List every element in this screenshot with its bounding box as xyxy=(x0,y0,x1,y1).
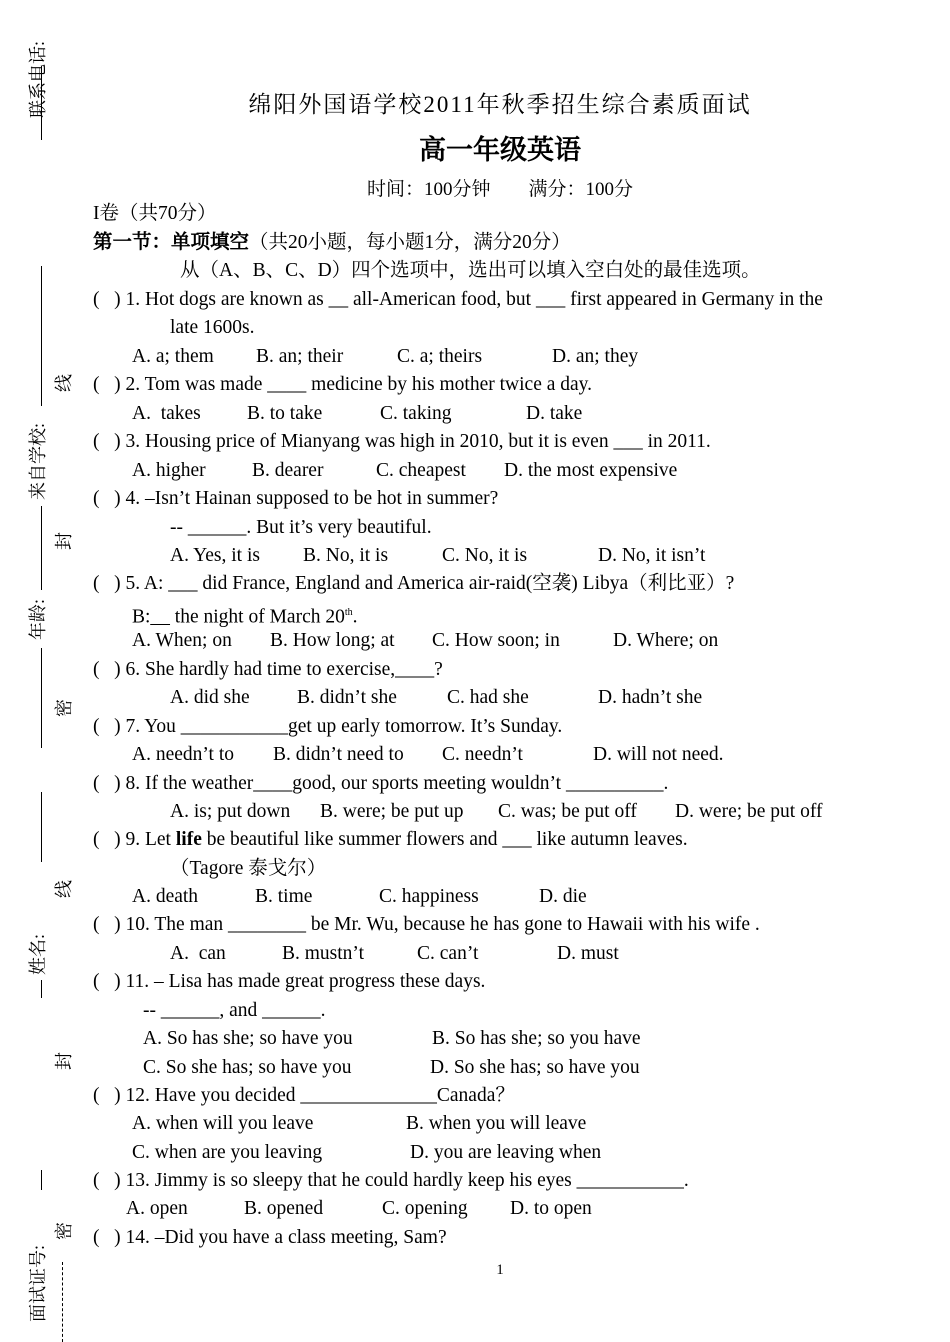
option: D. No, it isn’t xyxy=(598,545,706,566)
option: B. How long; at xyxy=(270,630,395,651)
option: C. cheapest xyxy=(376,460,466,481)
question-line: ( ) 14. –Did you have a class meeting, Sam? xyxy=(93,1227,447,1248)
option: D. hadn’t she xyxy=(598,687,703,708)
bold-word: life xyxy=(175,829,202,850)
school-label: 来自学校: xyxy=(28,422,48,500)
question-line: ( ) 3. Housing price of Mianyang was high in 2010, but it is even ___ in 2011. xyxy=(93,431,711,452)
option: A. when will you leave xyxy=(132,1113,314,1134)
margin-rule xyxy=(41,506,42,590)
option: A. So has she; so have you xyxy=(143,1028,353,1049)
option: C. How soon; in xyxy=(432,630,560,651)
question-end: be beautiful like summer flowers and ___ like autumn leaves. xyxy=(201,829,688,850)
option: A. a; them xyxy=(132,346,214,367)
part-heading xyxy=(93,231,571,255)
answer-stem: B:__ the night of March 20 xyxy=(132,606,345,628)
seal-mark: 线 xyxy=(54,374,74,392)
seal-mark: 封 xyxy=(54,532,74,550)
option: C. happiness xyxy=(379,886,479,907)
option: A. open xyxy=(126,1198,188,1219)
option: B. So has she; so you have xyxy=(432,1028,641,1049)
option: C. can’t xyxy=(417,943,479,964)
margin-rule xyxy=(41,1170,42,1190)
option: D. So she has; so have you xyxy=(430,1057,640,1078)
option: B. dearer xyxy=(252,460,324,481)
option: A. needn’t to xyxy=(132,744,234,765)
option: B. to take xyxy=(247,403,323,424)
exam-time-score: 时间：100分钟 满分：100分 xyxy=(366,179,633,200)
option: D. die xyxy=(539,886,587,907)
option: C. taking xyxy=(380,403,452,424)
age-label: 年龄: xyxy=(28,598,48,640)
option: A. Yes, it is xyxy=(170,545,260,566)
volume-heading: I卷（共70分） xyxy=(93,203,217,224)
option: C. had she xyxy=(447,687,529,708)
margin-rule xyxy=(41,980,42,998)
option: B. an; their xyxy=(256,346,344,367)
option: A. death xyxy=(132,886,199,907)
question-line: late 1600s. xyxy=(170,317,255,338)
answer-stem-end: . xyxy=(352,606,358,628)
option: D. the most expensive xyxy=(504,460,678,481)
option: D. were; be put off xyxy=(675,801,823,822)
option: A. can xyxy=(170,943,226,964)
option: B. when you will leave xyxy=(406,1113,587,1134)
option: D. you are leaving when xyxy=(410,1142,602,1163)
question-line: ( ) 11. – Lisa has made great progress these days. xyxy=(93,971,486,992)
question-line: ( ) 2. Tom was made ____ medicine by his mother twice a day. xyxy=(93,374,593,395)
question-line: -- ______, and ______. xyxy=(143,1000,326,1021)
option: A. higher xyxy=(132,460,206,481)
option: D. Where; on xyxy=(613,630,719,651)
part-label: 第一节：单项填空 xyxy=(93,232,250,253)
name-label: 姓名: xyxy=(28,933,48,975)
margin-rule xyxy=(41,792,42,862)
option: C. So she has; so have you xyxy=(143,1057,352,1078)
option: D. an; they xyxy=(552,346,639,367)
option: B. No, it is xyxy=(303,545,389,566)
option: B. were; be put up xyxy=(320,801,464,822)
option: B. time xyxy=(255,886,313,907)
exam-subtitle: 高一年级英语 xyxy=(419,135,581,165)
superscript: th xyxy=(344,607,353,618)
question-line: ( ) 6. She hardly had time to exercise,____? xyxy=(93,659,443,680)
seal-mark: 密 xyxy=(54,1222,74,1240)
option: A. did she xyxy=(170,687,250,708)
option: D. to open xyxy=(510,1198,592,1219)
margin-rule xyxy=(41,266,42,406)
option: B. didn’t she xyxy=(297,687,397,708)
question-line: ( ) 10. The man ________ be Mr. Wu, because he has gone to Hawaii with his wife . xyxy=(93,914,760,935)
page-number: 1 xyxy=(496,1262,504,1278)
exam-id-label: 面试证号: xyxy=(28,1244,48,1322)
option: A. takes xyxy=(132,403,201,424)
option: B. didn’t need to xyxy=(273,744,404,765)
question-line: ( ) 8. If the weather____good, our sports meeting wouldn’t __________. xyxy=(93,773,669,794)
option: C. when are you leaving xyxy=(132,1142,323,1163)
question-line: ( ) 7. You ___________get up early tomorrow. It’s Sunday. xyxy=(93,716,563,737)
option: C. needn’t xyxy=(442,744,523,765)
option: C. opening xyxy=(382,1198,468,1219)
question-line: （Tagore 泰戈尔） xyxy=(170,858,327,879)
option: C. No, it is xyxy=(442,545,528,566)
exam-title: 绵阳外国语学校2011年秋季招生综合素质面试 xyxy=(248,92,752,117)
margin-rule xyxy=(41,648,42,748)
part-note: （共20小题，每小题1分，满分20分） xyxy=(249,232,571,253)
question-line: ( ) 13. Jimmy is so sleepy that he could hardly keep his eyes ___________. xyxy=(93,1170,689,1191)
option: B. mustn’t xyxy=(282,943,364,964)
question-line: ( ) 5. A: ___ did France, England and America air-raid(空袭) Libya（利比亚）? xyxy=(93,573,735,594)
seal-mark: 密 xyxy=(54,699,74,717)
question-line xyxy=(93,828,688,852)
contact-phone-label: 联系电话: xyxy=(28,40,48,118)
question-line: ( ) 12. Have you decided ______________Canada？ xyxy=(93,1085,515,1106)
question-start: ( ) 9. Let xyxy=(93,829,176,850)
option: B. opened xyxy=(244,1198,324,1219)
option: A. When; on xyxy=(132,630,232,651)
option: C. a; theirs xyxy=(397,346,483,367)
seal-mark: 封 xyxy=(54,1052,74,1070)
question-line: -- ______. But it’s very beautiful. xyxy=(170,517,432,538)
question-line xyxy=(132,601,358,630)
option: D. will not need. xyxy=(593,744,724,765)
seal-mark: 线 xyxy=(54,880,74,898)
option: D. must xyxy=(557,943,619,964)
option: D. take xyxy=(526,403,583,424)
instruction: 从（A、B、C、D）四个选项中，选出可以填入空白处的最佳选项。 xyxy=(180,260,761,281)
question-line: ( ) 4. –Isn’t Hainan supposed to be hot in summer? xyxy=(93,488,499,509)
option: A. is; put down xyxy=(170,801,291,822)
option: C. was; be put off xyxy=(498,801,637,822)
question-line: ( ) 1. Hot dogs are known as __ all-American food, but ___ first appeared in Germany in the xyxy=(93,289,823,310)
